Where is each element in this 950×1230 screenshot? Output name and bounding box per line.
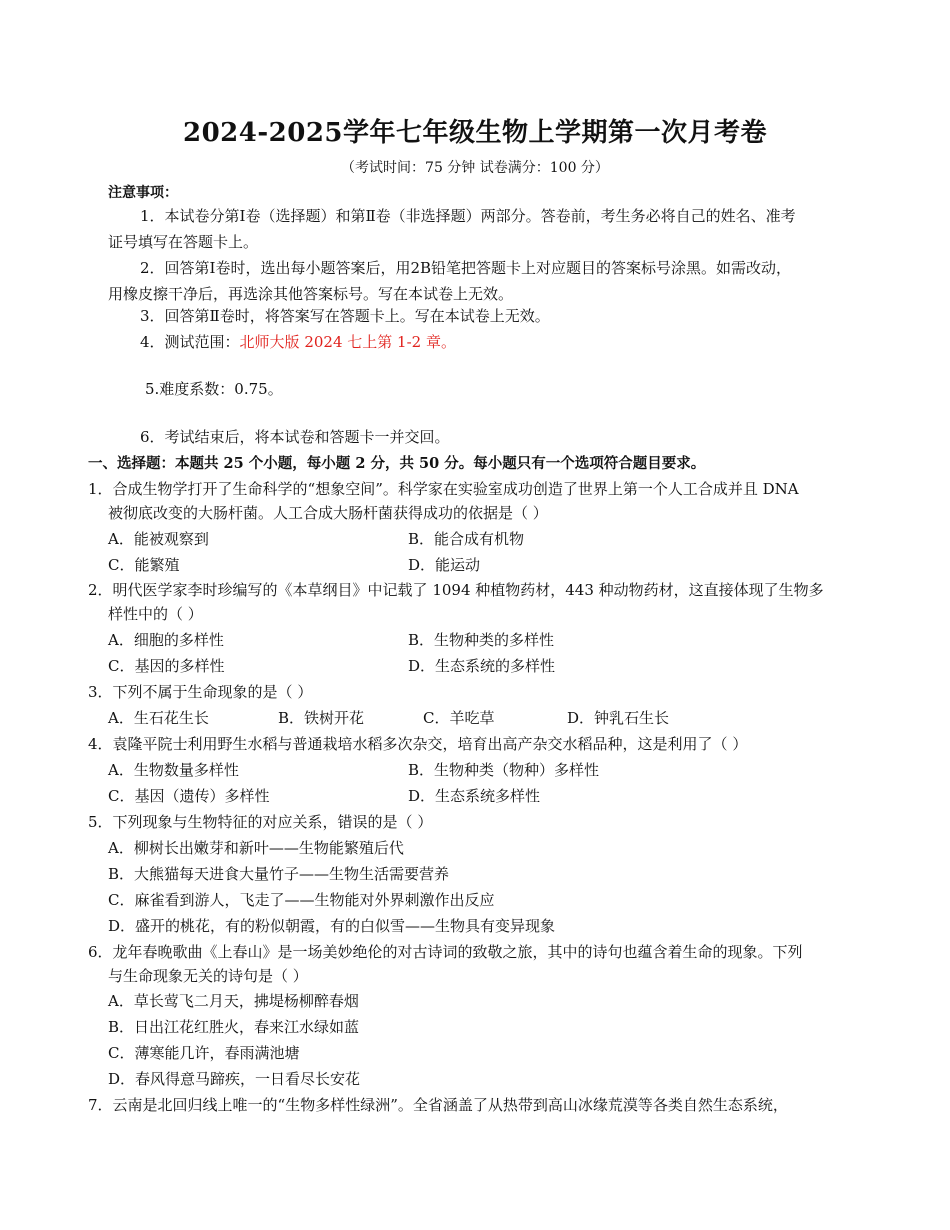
note-item-6: 6．考试结束后，将本试卷和答题卡一并交回。 — [140, 428, 450, 446]
note-item-1-cont: 证号填写在答题卡上。 — [108, 233, 259, 251]
q6-option-d: D．春风得意马蹄疾，一日看尽长安花 — [108, 1070, 361, 1088]
q3-option-a: A．生石花生长 — [108, 709, 209, 727]
note-item-4 — [140, 332, 456, 352]
note-item-2-cont: 用橡皮擦干净后，再选涂其他答案标号。写在本试卷上无效。 — [108, 285, 514, 303]
note-item-5: 5.难度系数：0.75。 — [145, 380, 283, 398]
page-title: 2024-2025学年七年级生物上学期第一次月考卷 — [182, 118, 768, 148]
notes-heading: 注意事项： — [108, 185, 178, 201]
q6-option-b: B．日出江花红胜火，春来江水绿如蓝 — [108, 1018, 360, 1036]
question-2-cont: 样性中的（ ） — [108, 605, 203, 623]
question-1-cont: 被彻底改变的大肠杆菌。人工合成大肠杆菌获得成功的依据是（ ） — [108, 504, 548, 522]
q5-option-d: D．盛开的桃花，有的粉似朝霞，有的白似雪——生物具有变异现象 — [108, 917, 556, 935]
q4-option-d: D．生态系统多样性 — [408, 787, 541, 805]
question-6-cont: 与生命现象无关的诗句是（ ） — [108, 967, 308, 985]
q5-option-b: B．大熊猫每天进食大量竹子——生物生活需要营养 — [108, 865, 450, 883]
exam-subtitle: （考试时间：75 分钟 试卷满分：100 分） — [341, 160, 609, 176]
q6-option-a: A．草长莺飞二月天，拂堤杨柳醉春烟 — [108, 992, 359, 1010]
question-2: 2．明代医学家李时珍编写的《本草纲目》中记载了 1094 种植物药材，443 种动物药材，这直接体现了生物多 — [88, 581, 824, 599]
q3-option-b: B．铁树开花 — [278, 709, 365, 727]
note-item-2: 2．回答第Ⅰ卷时，选出每小题答案后，用2B铅笔把答题卡上对应题目的答案标号涂黑。如需改动， — [140, 259, 792, 277]
question-3: 3．下列不属于生命现象的是（ ） — [88, 683, 313, 701]
question-5: 5．下列现象与生物特征的对应关系，错误的是（ ） — [88, 813, 433, 831]
note-item-3: 3．回答第Ⅱ卷时，将答案写在答题卡上。写在本试卷上无效。 — [140, 307, 550, 325]
q5-option-c: C．麻雀看到游人，飞走了——生物能对外界刺激作出反应 — [108, 891, 495, 909]
question-7: 7．云南是北回归线上唯一的“生物多样性绿洲”。全省涵盖了从热带到高山冰缘荒漠等各类自然生态系统， — [88, 1096, 788, 1114]
question-6: 6．龙年春晚歌曲《上春山》是一场美妙绝伦的对古诗词的致敬之旅，其中的诗句也蕴含着生命的现象。下列 — [88, 943, 803, 961]
note-item-1: 1．本试卷分第Ⅰ卷（选择题）和第Ⅱ卷（非选择题）两部分。答卷前，考生务必将自己的姓名、准考 — [140, 207, 796, 225]
q1-option-c: C．能繁殖 — [108, 556, 180, 574]
q1-option-a: A．能被观察到 — [108, 530, 209, 548]
section-heading: 一、选择题：本题共 25 个小题，每小题 2 分，共 50 分。每小题只有一个选项符合题目要求。 — [88, 455, 706, 472]
q2-option-a: A．细胞的多样性 — [108, 631, 224, 649]
q4-option-b: B．生物种类（物种）多样性 — [408, 761, 600, 779]
q1-option-b: B．能合成有机物 — [408, 530, 525, 548]
note-item-4-label: 4．测试范围： — [140, 333, 240, 351]
q2-option-d: D．生态系统的多样性 — [408, 657, 556, 675]
q3-option-d: D．钟乳石生长 — [567, 709, 670, 727]
q2-option-c: C．基因的多样性 — [108, 657, 225, 675]
q4-option-a: A．生物数量多样性 — [108, 761, 239, 779]
q4-option-c: C．基因（遗传）多样性 — [108, 787, 270, 805]
question-1: 1．合成生物学打开了生命科学的“想象空间”。科学家在实验室成功创造了世界上第一个人工合成并且 DNA — [88, 480, 799, 498]
q2-option-b: B．生物种类的多样性 — [408, 631, 555, 649]
question-4: 4．袁隆平院士利用野生水稻与普通栽培水稻多次杂交，培育出高产杂交水稻品种，这是利用了（ ） — [88, 735, 748, 753]
q1-option-d: D．能运动 — [408, 556, 481, 574]
q5-option-a: A．柳树长出嫩芽和新叶——生物能繁殖后代 — [108, 839, 404, 857]
q3-option-c: C．羊吃草 — [423, 709, 495, 727]
q6-option-c: C．薄寒能几许，春雨满池塘 — [108, 1044, 300, 1062]
test-scope-highlight: 北师大版 2024 七上第 1-2 章。 — [239, 333, 456, 351]
